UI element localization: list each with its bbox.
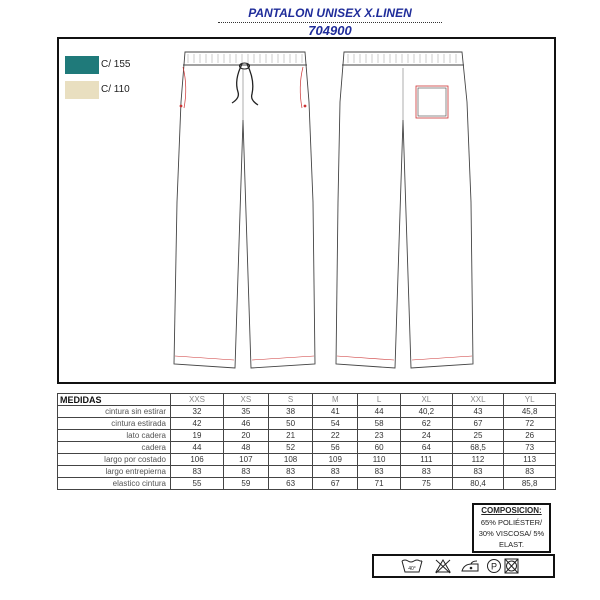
product-reference: 704900: [308, 23, 352, 38]
table-cell: 62: [401, 418, 453, 430]
table-cell: 20: [224, 430, 269, 442]
table-cell: 25: [452, 430, 504, 442]
table-cell: 44: [171, 442, 224, 454]
table-cell: 35: [224, 406, 269, 418]
wash-40-icon: [402, 560, 422, 572]
table-row: [58, 418, 556, 430]
table-cell: 54: [313, 418, 358, 430]
table-cell: 58: [358, 418, 401, 430]
table-row: [58, 478, 556, 490]
table-cell: 45,8: [504, 406, 556, 418]
back-pants-sketch: [336, 52, 473, 368]
table-row: [58, 466, 556, 478]
size-header-l: L: [358, 394, 401, 406]
table-cell: 110: [358, 454, 401, 466]
composition-line: 65% POLIÉSTER/: [480, 518, 543, 527]
table-row: [58, 430, 556, 442]
table-cell: 44: [358, 406, 401, 418]
table-cell: 60: [358, 442, 401, 454]
table-cell: 112: [452, 454, 504, 466]
table-cell: 38: [268, 406, 313, 418]
size-header-m: M: [313, 394, 358, 406]
table-cell: 80,4: [452, 478, 504, 490]
swatch-beige-label: C/ 110: [101, 84, 130, 95]
table-cell: 73: [504, 442, 556, 454]
table-cell: 24: [401, 430, 453, 442]
product-title: PANTALON UNISEX X.LINEN: [0, 6, 600, 23]
table-cell: 21: [268, 430, 313, 442]
table-cell: 107: [224, 454, 269, 466]
table-cell: 83: [224, 466, 269, 478]
composition-line: 30% VISCOSA/ 5%: [478, 529, 545, 538]
table-cell: 55: [171, 478, 224, 490]
row-label: elastico cintura: [58, 478, 171, 490]
table-cell: 19: [171, 430, 224, 442]
row-label: cintura estirada: [58, 418, 171, 430]
care-labels: [372, 554, 555, 578]
table-cell: 72: [504, 418, 556, 430]
wash-temp: 40°: [408, 566, 416, 572]
table-cell: 83: [401, 466, 453, 478]
garment-sketch: [59, 39, 554, 382]
table-row: [58, 454, 556, 466]
row-label: lato cadera: [58, 430, 171, 442]
table-cell: 71: [358, 478, 401, 490]
table-cell: 75: [401, 478, 453, 490]
table-cell: 22: [313, 430, 358, 442]
table-cell: 52: [268, 442, 313, 454]
table-cell: 85,8: [504, 478, 556, 490]
size-header-xs: XS: [224, 394, 269, 406]
table-cell: 83: [313, 466, 358, 478]
table-cell: 26: [504, 430, 556, 442]
table-cell: 108: [268, 454, 313, 466]
size-header-s: S: [268, 394, 313, 406]
table-cell: 67: [313, 478, 358, 490]
composition-box: [472, 503, 551, 553]
size-header-yl: YL: [504, 394, 556, 406]
table-cell: 40,2: [401, 406, 453, 418]
measurements-header: MEDIDAS: [58, 394, 171, 406]
table-cell: 68,5: [452, 442, 504, 454]
dry-clean-p-icon: [488, 560, 501, 573]
table-cell: 64: [401, 442, 453, 454]
size-header-xxs: XXS: [171, 394, 224, 406]
table-cell: 109: [313, 454, 358, 466]
table-cell: 59: [224, 478, 269, 490]
table-cell: 106: [171, 454, 224, 466]
table-cell: 23: [358, 430, 401, 442]
table-row: [58, 442, 556, 454]
size-header-xl: XL: [401, 394, 453, 406]
composition-line: ELAST.: [498, 540, 524, 549]
table-cell: 67: [452, 418, 504, 430]
table-cell: 48: [224, 442, 269, 454]
iron-low-icon: [462, 561, 478, 571]
size-header-xxl: XXL: [452, 394, 504, 406]
table-cell: 41: [313, 406, 358, 418]
no-bleach-icon: [436, 560, 450, 573]
table-cell: 113: [504, 454, 556, 466]
table-row: [58, 406, 556, 418]
table-cell: 83: [452, 466, 504, 478]
composition-heading: COMPOSICION:: [481, 506, 542, 515]
table-cell: 83: [268, 466, 313, 478]
row-label: largo entrepierna: [58, 466, 171, 478]
no-tumble-dry-icon: [505, 559, 518, 573]
table-cell: 63: [268, 478, 313, 490]
dry-clean-letter: P: [490, 561, 498, 572]
table-cell: 43: [452, 406, 504, 418]
table-cell: 83: [171, 466, 224, 478]
row-label: cintura sin estirar: [58, 406, 171, 418]
drawing-frame: [57, 37, 556, 384]
table-cell: 46: [224, 418, 269, 430]
swatch-teal-label: C/ 155: [101, 59, 131, 70]
table-cell: 111: [401, 454, 453, 466]
table-cell: 56: [313, 442, 358, 454]
table-cell: 32: [171, 406, 224, 418]
table-cell: 83: [504, 466, 556, 478]
table-cell: 83: [358, 466, 401, 478]
table-cell: 50: [268, 418, 313, 430]
measurements-table: [57, 393, 556, 490]
table-cell: 42: [171, 418, 224, 430]
row-label: largo por costado: [58, 454, 171, 466]
row-label: cadera: [58, 442, 171, 454]
front-pants-sketch: [174, 52, 315, 368]
